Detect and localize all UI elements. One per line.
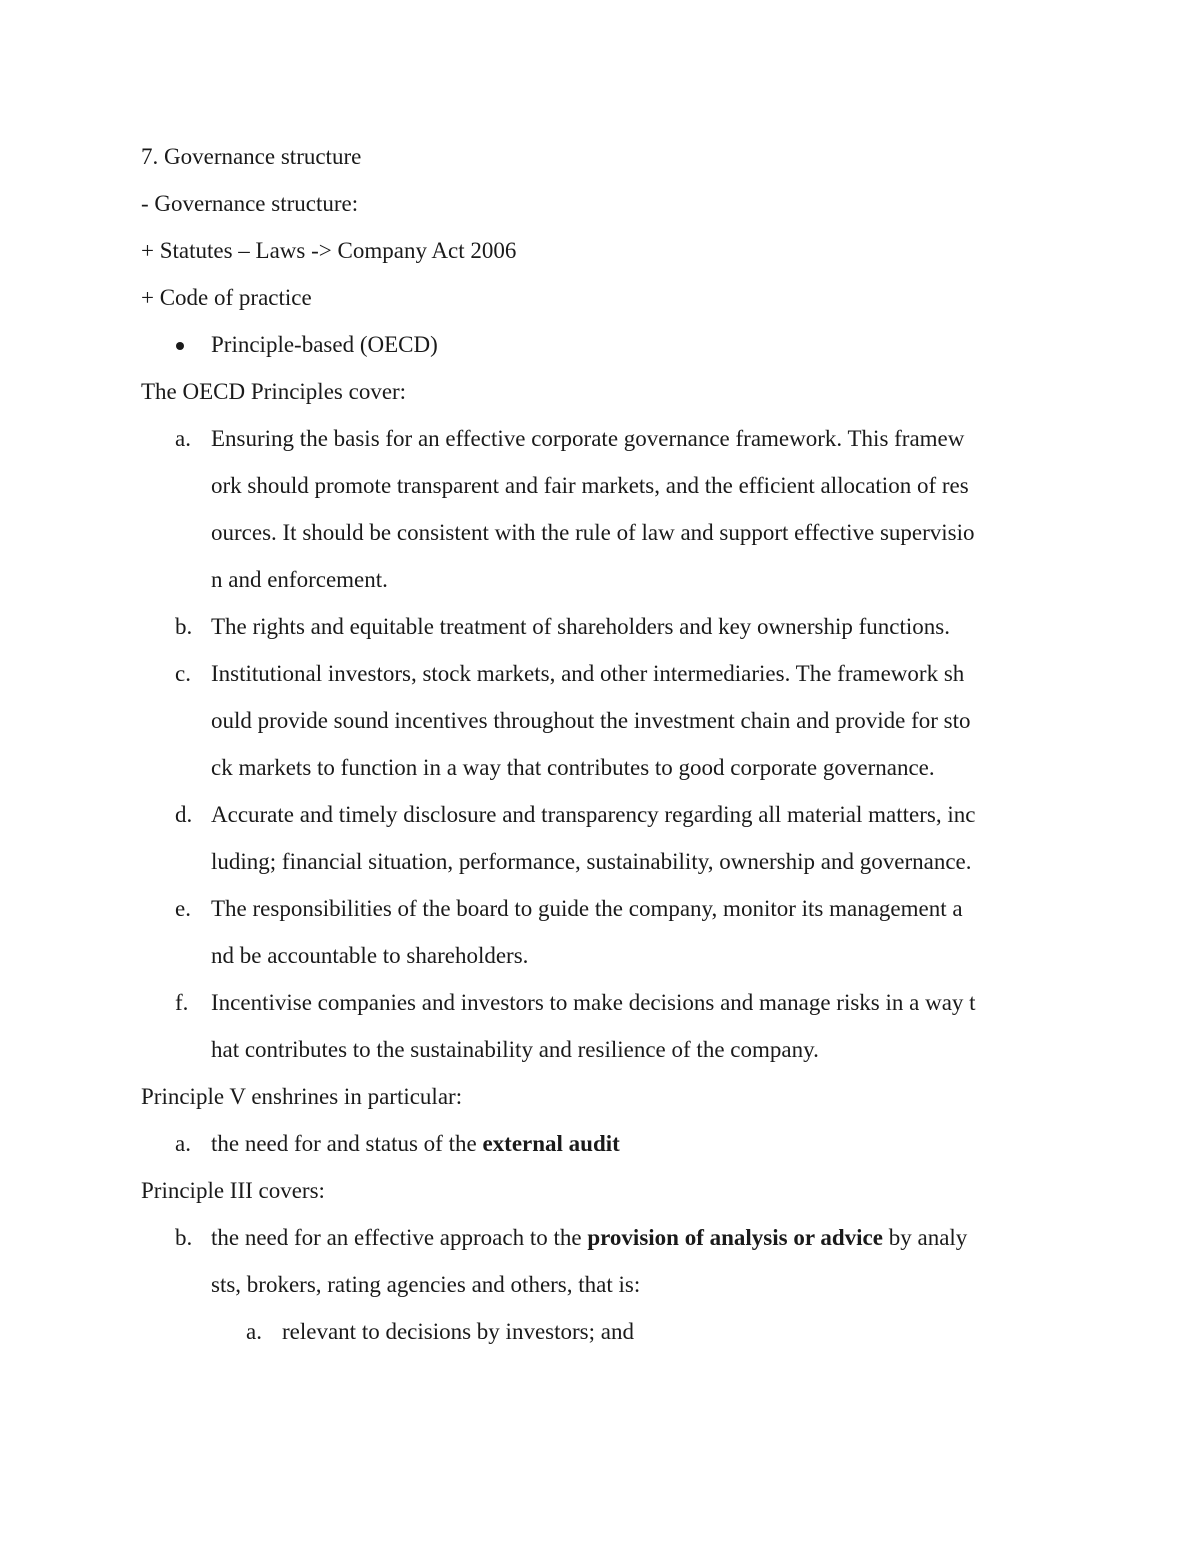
list-item-line: The responsibilities of the board to guide the company, monitor its management a [211, 896, 963, 921]
list-marker: f. [175, 990, 189, 1015]
list-marker: a. [246, 1319, 262, 1344]
list-item-line: Incentivise companies and investors to make decisions and manage risks in a way t [211, 990, 976, 1015]
list-item-line: nd be accountable to shareholders. [211, 943, 529, 968]
item-text: by analy [882, 1225, 968, 1250]
statutes-item: + Statutes – Laws -> Company Act 2006 [141, 238, 517, 263]
item-text: the need for and status of the [211, 1131, 483, 1156]
bullet-icon [176, 342, 184, 350]
list-item-line: luding; financial situation, performance, sustainability, ownership and governance. [211, 849, 972, 874]
list-item-line: ork should promote transparent and fair markets, and the efficient allocation of res [211, 473, 969, 498]
item-bold-text: provision of analysis or advice [587, 1225, 883, 1250]
list-marker: d. [175, 802, 193, 827]
principle-v-item [211, 1131, 620, 1157]
list-marker: c. [175, 661, 191, 686]
item-bold-text: external audit [482, 1131, 620, 1156]
subheading: - Governance structure: [141, 191, 359, 216]
list-item-line: Institutional investors, stock markets, and other intermediaries. The framework sh [211, 661, 965, 686]
principle-iii-item [211, 1225, 967, 1251]
sub-list-item: relevant to decisions by investors; and [282, 1319, 634, 1344]
list-item-line: ould provide sound incentives throughout the investment chain and provide for sto [211, 708, 971, 733]
list-marker: b. [175, 614, 193, 639]
principle-v-intro: Principle V enshrines in particular: [141, 1084, 463, 1109]
list-marker: a. [175, 1131, 191, 1156]
list-item-line: ources. It should be consistent with the rule of law and support effective supervisio [211, 520, 975, 545]
list-item-line: ck markets to function in a way that contributes to good corporate governance. [211, 755, 935, 780]
list-item-line: Accurate and timely disclosure and transparency regarding all material matters, inc [211, 802, 976, 827]
list-item-line: n and enforcement. [211, 567, 388, 592]
list-item-line: hat contributes to the sustainability and resilience of the company. [211, 1037, 819, 1062]
oecd-intro: The OECD Principles cover: [141, 379, 407, 404]
principle-iii-intro: Principle III covers: [141, 1178, 325, 1203]
principle-based-item: Principle-based (OECD) [211, 332, 438, 357]
section-heading: 7. Governance structure [141, 144, 362, 169]
code-of-practice-item: + Code of practice [141, 285, 312, 310]
list-item-line: The rights and equitable treatment of shareholders and key ownership functions. [211, 614, 950, 639]
list-marker: e. [175, 896, 191, 921]
list-marker: b. [175, 1225, 193, 1250]
list-item-line: sts, brokers, rating agencies and others, that is: [211, 1272, 641, 1297]
list-item-line: Ensuring the basis for an effective corporate governance framework. This framew [211, 426, 965, 451]
list-marker: a. [175, 426, 191, 451]
item-text: the need for an effective approach to the [211, 1225, 588, 1250]
